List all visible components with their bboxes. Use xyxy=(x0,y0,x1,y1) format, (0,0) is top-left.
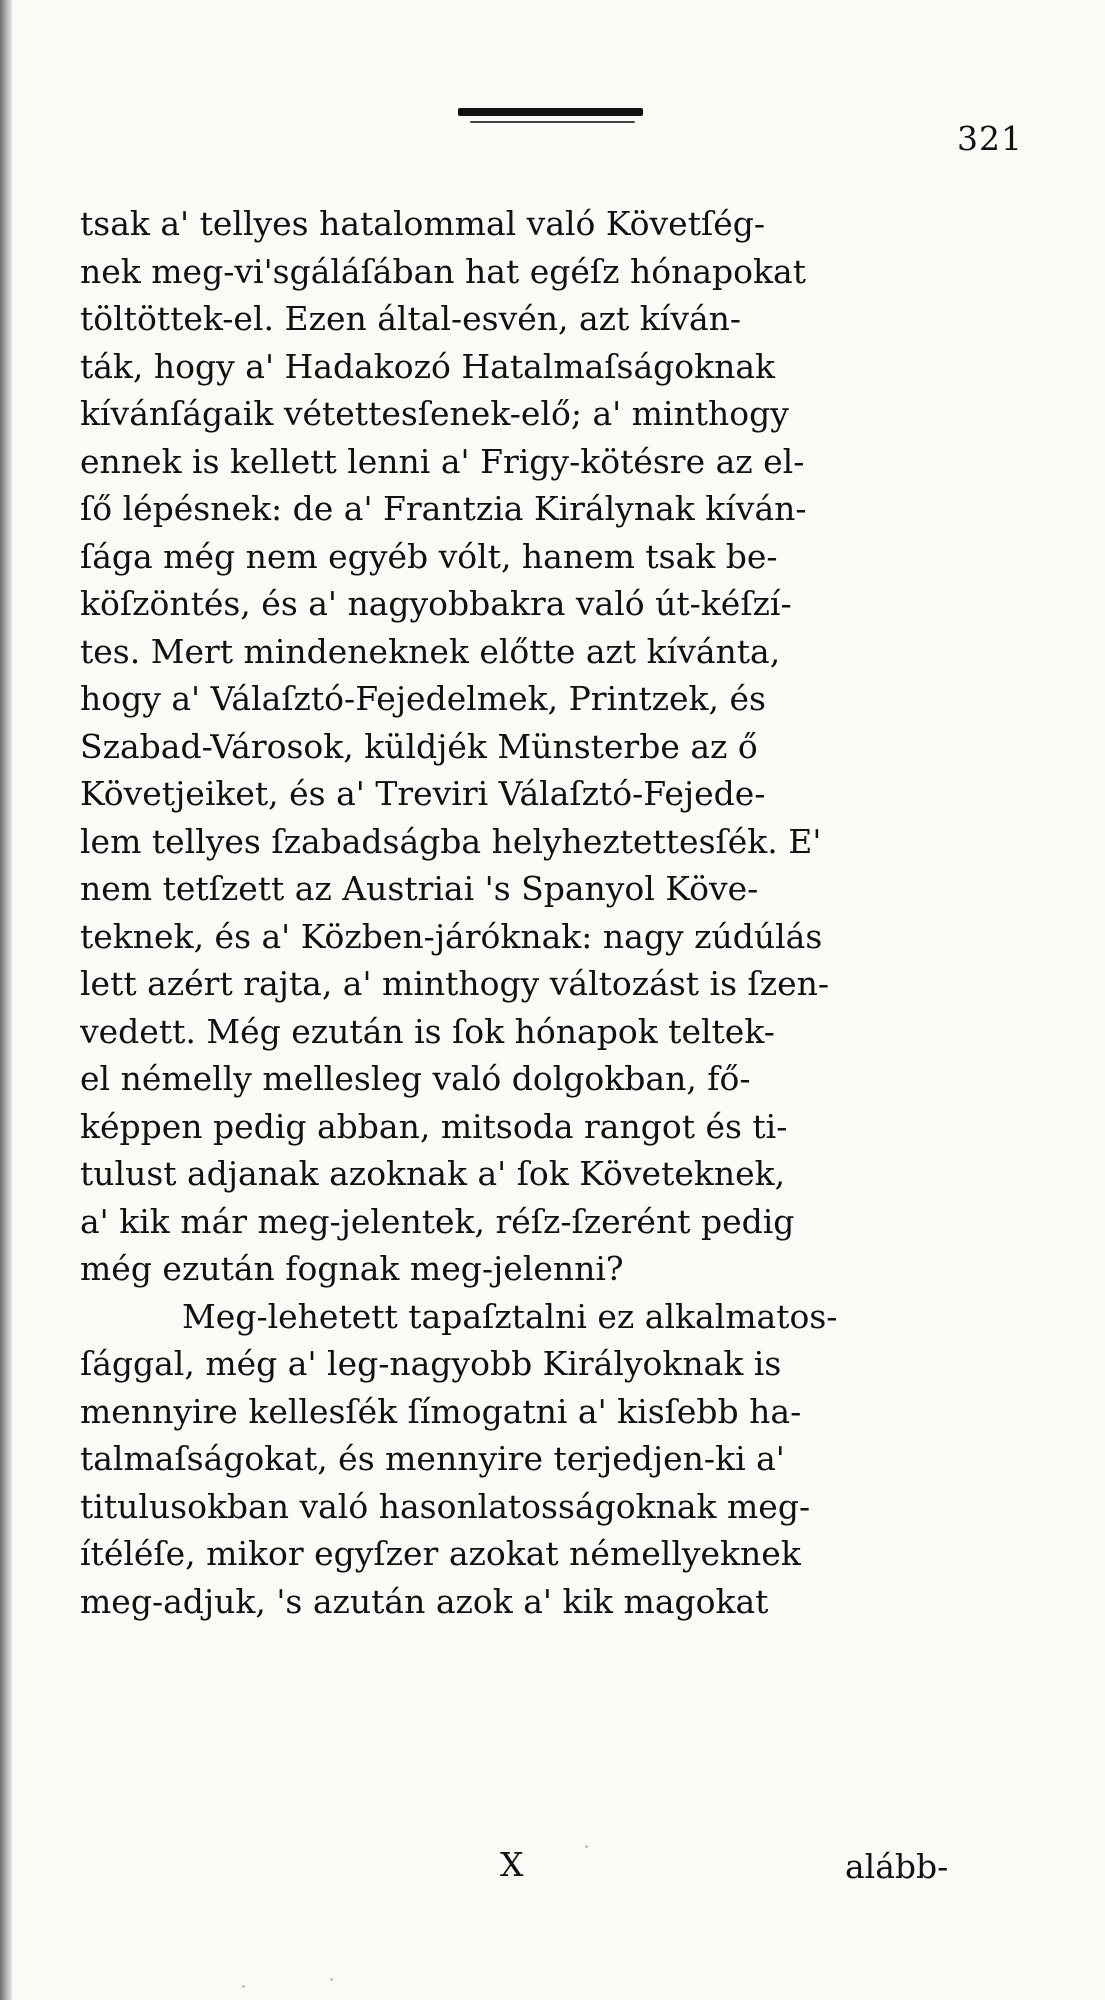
text-line: köſzöntés, és a' nagyobbakra való út-kéſzí- xyxy=(80,584,792,623)
text-line: tsak a' tellyes hatalommal való Követſég- xyxy=(80,204,765,243)
signature-mark: X xyxy=(500,1845,524,1884)
text-line: teknek, és a' Közben-járóknak: nagy zúdúlás xyxy=(80,916,823,956)
catchword: alább- xyxy=(845,1847,949,1886)
text-line: ſággal, még a' leg-nagyobb Királyoknak is xyxy=(80,1344,782,1383)
text-line: vedett. Még ezután is ſok hónapok teltek- xyxy=(80,1011,775,1051)
text-line: kívánſágaik vétettesſenek-elő; a' minthogy xyxy=(80,394,789,433)
paper-speck xyxy=(242,1985,245,1988)
text-line: ítéléſe, mikor egyſzer azokat némellyeknek xyxy=(80,1534,801,1573)
text-line: töltöttek-el. Ezen által-esvén, azt kíván- xyxy=(80,299,742,338)
text-line: nek meg-vi'sgáláſában hat egéſz hónapokat xyxy=(80,251,806,291)
header-ornament-thin-rule xyxy=(470,121,635,123)
text-line: titulusokban való hasonlatosságoknak meg- xyxy=(80,1486,811,1526)
text-line: talmaſságokat, és mennyire terjedjen-ki a' xyxy=(80,1439,785,1478)
text-line: nem tetſzett az Austriai 's Spanyol Köve- xyxy=(80,869,759,908)
text-line: tes. Mert mindeneknek előtte azt kívánta, xyxy=(80,631,781,671)
text-line: tulust adjanak azoknak a' ſok Követeknek, xyxy=(80,1154,786,1193)
page-text xyxy=(80,200,1030,1625)
text-line: meg-adjuk, 's azután azok a' kik magokat xyxy=(80,1581,769,1621)
paper-speck xyxy=(330,1978,333,1981)
text-line: még ezután fognak meg-jelenni? xyxy=(80,1249,624,1288)
text-line: Követjeiket, és a' Treviri Válaſztó-Fejede- xyxy=(80,774,766,813)
page-left-edge-shadow xyxy=(0,0,12,2000)
text-line: lem tellyes ſzabadságba helyheztettesſék. E' xyxy=(80,821,822,861)
text-line: hogy a' Válaſztó-Fejedelmek, Printzek, és xyxy=(80,679,766,718)
paper-speck xyxy=(585,1845,588,1848)
text-line: Szabad-Városok, küldjék Münsterbe az ő xyxy=(80,726,758,766)
text-line: el némelly mellesleg való dolgokban, fő- xyxy=(80,1059,751,1098)
text-line: ſő lépésnek: de a' Frantzia Királynak kíván- xyxy=(80,489,807,528)
text-line: képpen pedig abban, mitsoda rangot és ti- xyxy=(80,1106,788,1146)
page-number: 321 xyxy=(957,119,1023,158)
text-line: ták, hogy a' Hadakozó Hatalmaſságoknak xyxy=(80,346,776,386)
text-line: ennek is kellett lenni a' Frigy-kötésre az el- xyxy=(80,441,805,481)
text-line: a' kik már meg-jelentek, réſz-ſzerént pedig xyxy=(80,1201,795,1241)
header-ornament-rule xyxy=(458,108,643,116)
text-line: lett azért rajta, a' minthogy változást is ſzen- xyxy=(80,964,830,1003)
text-line: mennyire kellesſék ſímogatni a' kisſebb ha- xyxy=(80,1391,802,1431)
text-line: ſága még nem egyéb vólt, hanem tsak be- xyxy=(80,536,778,576)
text-line-paragraph-start: Meg-lehetett tapaſztalni ez alkalmatos- xyxy=(182,1296,838,1336)
